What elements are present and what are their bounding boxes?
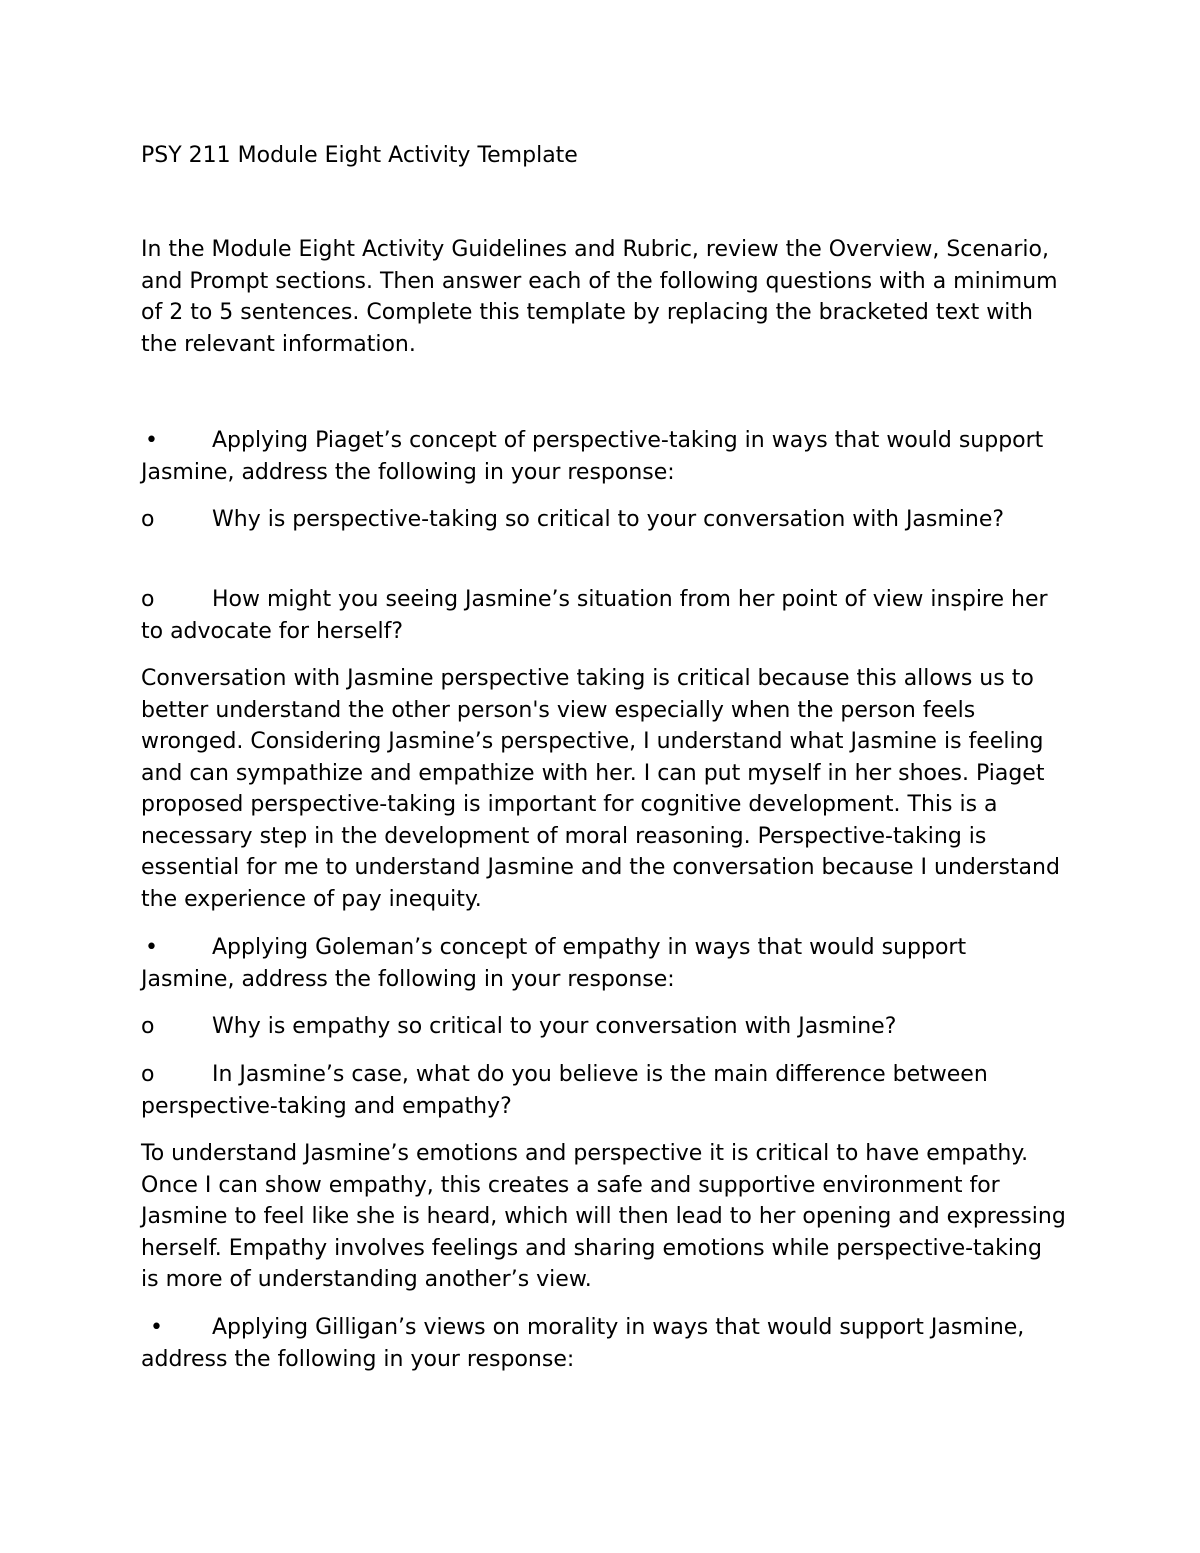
- question-goleman-1: [141, 1011, 1066, 1043]
- question-text: Why is perspective-taking so critical to your conversation with Jasmine?: [212, 507, 1005, 532]
- prompt-text: Applying Goleman’s concept of empathy in ways that would support Jasmine, address the following in your response:: [141, 935, 967, 992]
- document-title: PSY 211 Module Eight Activity Template: [141, 143, 578, 168]
- sub-bullet-marker: o: [141, 587, 155, 612]
- intro-paragraph: In the Module Eight Activity Guidelines and Rubric, review the Overview, Scenario, and Prompt sections. Then answer each of the following questions with a minimum of 2 to 5 sentences. Complete this template by replacing the bracketed text with the relevant information.: [141, 237, 1058, 357]
- prompt-text: Applying Gilligan’s views on morality in ways that would support Jasmine, address the following in your response:: [141, 1315, 1025, 1372]
- prompt-piaget: [141, 425, 1066, 488]
- question-piaget-2: [141, 584, 1066, 647]
- sub-bullet-marker: o: [141, 1062, 155, 1087]
- question-text: How might you seeing Jasmine’s situation from her point of view inspire her to advocate for herself?: [141, 587, 1048, 644]
- prompt-gilligan: [141, 1312, 1066, 1375]
- answer-piaget: Conversation with Jasmine perspective taking is critical because this allows us to better understand the other person's view especially when the person feels wronged. Considering Jasmine’s perspective, I understand what Jasmine is feeling and can sympathize and empathize with her. I can put myself in her shoes. Piaget proposed perspective-taking is important for cognitive development. This is a necessary step in the development of moral reasoning. Perspective-taking is essential for me to understand Jasmine and the conversation because I understand the experience of pay inequity.: [141, 666, 1060, 912]
- answer-goleman: To understand Jasmine’s emotions and perspective it is critical to have empathy. Once I can show empathy, this creates a safe and supportive environment for Jasmine to feel like she is heard, which will then lead to her opening and expressing herself. Empathy involves feelings and sharing emotions while perspective-taking is more of understanding another’s view.: [141, 1141, 1066, 1292]
- question-text: In Jasmine’s case, what do you believe is the main difference between perspective-taking and empathy?: [141, 1062, 988, 1119]
- sub-bullet-marker: o: [141, 1014, 155, 1039]
- question-text: Why is empathy so critical to your conversation with Jasmine?: [212, 1014, 897, 1039]
- prompt-goleman: [141, 932, 1066, 995]
- bullet-marker: •: [145, 428, 158, 453]
- bullet-marker: •: [145, 935, 158, 960]
- question-piaget-1: [141, 504, 1066, 536]
- question-goleman-2: [141, 1059, 1066, 1122]
- prompt-text: Applying Piaget’s concept of perspective-taking in ways that would support Jasmine, address the following in your response:: [141, 428, 1044, 485]
- bullet-marker: •: [150, 1315, 163, 1340]
- sub-bullet-marker: o: [141, 507, 155, 532]
